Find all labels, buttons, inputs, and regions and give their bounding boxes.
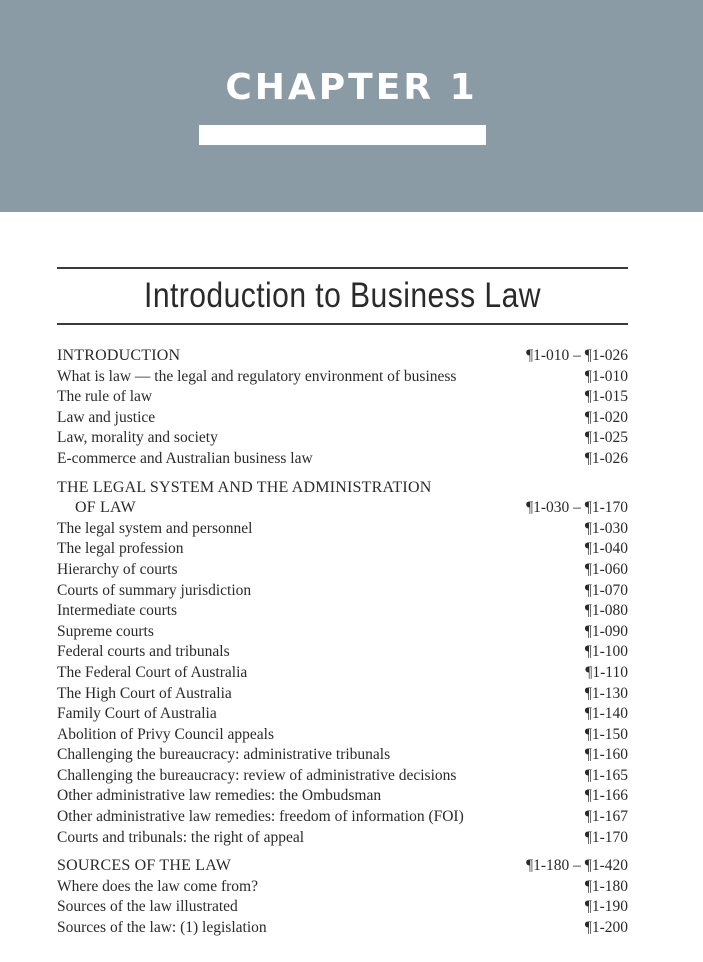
toc-entry	[57, 684, 628, 705]
toc-entry-ref: ¶1-150	[584, 725, 628, 743]
toc-entry-ref: ¶1-100	[584, 643, 628, 661]
toc-entry-ref: ¶1-070	[584, 581, 628, 599]
toc-section-legal-system	[57, 478, 628, 849]
toc-entry	[57, 704, 628, 725]
toc-entry-ref: ¶1-200	[584, 919, 628, 937]
toc-entry	[57, 877, 628, 898]
toc-section-sources	[57, 856, 628, 938]
toc-entry-text: Supreme courts	[57, 622, 154, 640]
toc-entry-text: Where does the law come from?	[57, 877, 258, 895]
toc-section-heading	[57, 856, 628, 877]
toc-heading-text: THE LEGAL SYSTEM AND THE ADMINISTRATION	[57, 478, 432, 496]
toc-entry	[57, 581, 628, 602]
toc-entry	[57, 663, 628, 684]
toc-entry-text: Courts and tribunals: the right of appeal	[57, 828, 305, 846]
toc-heading-text-cont: OF LAW	[75, 499, 136, 517]
toc-heading-text: INTRODUCTION	[57, 347, 181, 364]
toc-entry-ref: ¶1-015	[584, 388, 628, 406]
toc-entry	[57, 601, 628, 622]
toc-entry	[57, 408, 628, 429]
toc-entry	[57, 745, 628, 766]
toc-entry-ref: ¶1-025	[584, 429, 628, 447]
page-title: Introduction to Business Law	[144, 276, 541, 315]
toc-entry-text: Challenging the bureaucracy: administrative tribunals	[57, 746, 391, 764]
toc-entry-text: Other administrative law remedies: freedom of information (FOI)	[57, 808, 464, 826]
toc-entry	[57, 828, 628, 849]
toc-entry-text: The Federal Court of Australia	[57, 663, 248, 681]
toc-entry-ref: ¶1-166	[584, 787, 628, 805]
toc-heading-range: ¶1-030 – ¶1-170	[526, 499, 628, 517]
toc-entry-ref: ¶1-180	[584, 877, 628, 895]
toc-entry-text: Challenging the bureaucracy: review of administrative decisions	[57, 766, 457, 784]
toc-heading-range: ¶1-010 – ¶1-026	[526, 347, 628, 364]
toc-entry	[57, 918, 628, 939]
toc-entry-ref: ¶1-026	[584, 449, 628, 467]
toc-entry-ref: ¶1-130	[584, 684, 628, 702]
toc-entry-ref: ¶1-040	[584, 540, 628, 558]
toc-entry-text: Sources of the law: (1) legislation	[57, 919, 267, 937]
toc-section-introduction	[57, 346, 628, 470]
toc-entry-ref: ¶1-167	[584, 808, 628, 826]
toc-entry-ref: ¶1-090	[584, 622, 628, 640]
toc-entry	[57, 622, 628, 643]
toc-entry-ref: ¶1-030	[584, 519, 628, 537]
chapter-label: CHAPTER 1	[225, 67, 478, 108]
toc-heading-range: ¶1-180 – ¶1-420	[526, 857, 628, 875]
toc-entry	[57, 897, 628, 918]
toc-section-heading	[57, 478, 628, 499]
toc-entry	[57, 428, 628, 449]
toc-entry-text: The legal system and personnel	[57, 519, 253, 537]
toc-entry-text: The legal profession	[57, 540, 184, 558]
toc-entry-ref: ¶1-060	[584, 560, 628, 578]
toc-entry	[57, 725, 628, 746]
toc-entry-ref: ¶1-020	[584, 408, 628, 426]
toc-entry-text: Hierarchy of courts	[57, 560, 178, 578]
toc-entry-ref: ¶1-010	[584, 367, 628, 385]
toc-entry	[57, 367, 628, 388]
toc-entry	[57, 807, 628, 828]
toc-heading-text: SOURCES OF THE LAW	[57, 857, 232, 875]
toc-entry-ref: ¶1-160	[584, 746, 628, 764]
toc-entry	[57, 766, 628, 787]
toc-section-heading-cont	[57, 498, 628, 519]
toc-entry-text: Intermediate courts	[57, 602, 178, 620]
toc-entry-text: What is law — the legal and regulatory environment of business	[57, 367, 457, 385]
toc-entry-text: The rule of law	[57, 388, 153, 406]
chapter-banner	[0, 0, 703, 212]
toc-entry	[57, 519, 628, 540]
toc-entry-text: Family Court of Australia	[57, 705, 217, 723]
toc-entry	[57, 539, 628, 560]
toc-entry-text: Courts of summary jurisdiction	[57, 581, 252, 599]
toc-entry-ref: ¶1-140	[584, 705, 628, 723]
toc-entry	[57, 387, 628, 408]
toc-entry-text: Law and justice	[57, 408, 156, 426]
toc-entry-ref: ¶1-165	[584, 766, 628, 784]
toc-entry-ref: ¶1-110	[585, 663, 628, 681]
title-rule-top	[57, 267, 628, 269]
toc-entry-text: The High Court of Australia	[57, 684, 232, 702]
chapter-bar	[199, 125, 486, 145]
toc-entry	[57, 449, 628, 470]
toc-entry-text: Federal courts and tribunals	[57, 643, 230, 661]
table-of-contents	[57, 346, 628, 947]
toc-section-heading	[57, 346, 628, 367]
toc-entry-text: Law, morality and society	[57, 429, 218, 447]
title-rule-bottom	[57, 323, 628, 325]
toc-entry-text: Abolition of Privy Council appeals	[57, 725, 274, 743]
toc-entry	[57, 642, 628, 663]
toc-entry	[57, 560, 628, 581]
toc-entry-text: Sources of the law illustrated	[57, 898, 238, 916]
toc-entry-text: Other administrative law remedies: the Ombudsman	[57, 787, 382, 805]
toc-entry-ref: ¶1-080	[584, 602, 628, 620]
toc-entry	[57, 786, 628, 807]
toc-entry-ref: ¶1-190	[584, 898, 628, 916]
toc-entry-text: E-commerce and Australian business law	[57, 449, 313, 467]
toc-entry-ref: ¶1-170	[584, 828, 628, 846]
